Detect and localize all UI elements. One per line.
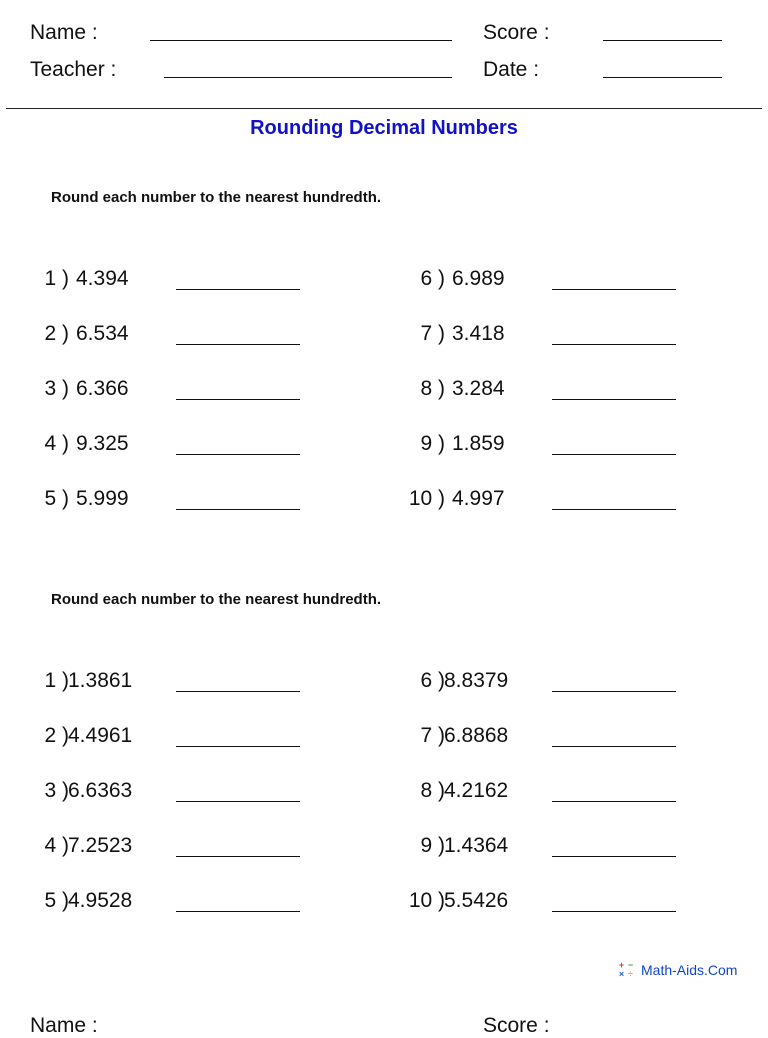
problem-1-1 xyxy=(34,265,334,293)
worksheet-title: Rounding Decimal Numbers xyxy=(250,117,518,139)
problem-1-9 xyxy=(410,430,710,458)
problem-number: 4 ) xyxy=(44,432,69,455)
answer-blank[interactable] xyxy=(552,344,676,345)
problem-number: 9 ) xyxy=(420,834,445,857)
problem-value: 6.534 xyxy=(76,322,129,345)
answer-blank[interactable] xyxy=(552,691,676,692)
problem-value: 4.997 xyxy=(452,487,505,510)
answer-blank[interactable] xyxy=(552,509,676,510)
answer-blank[interactable] xyxy=(552,746,676,747)
problem-value: 1.859 xyxy=(452,432,505,455)
problem-number: 2 ) xyxy=(44,322,69,345)
problem-1-6 xyxy=(410,265,710,293)
answer-blank[interactable] xyxy=(176,454,300,455)
problem-value: 4.4961 xyxy=(68,724,133,747)
problem-number: 6 ) xyxy=(420,267,445,290)
problem-2-5 xyxy=(34,887,334,915)
answer-blank[interactable] xyxy=(552,399,676,400)
problem-1-10 xyxy=(410,485,710,513)
answer-blank[interactable] xyxy=(552,454,676,455)
problem-number: 6 ) xyxy=(420,669,445,692)
date-field[interactable] xyxy=(603,77,722,78)
logo-text[interactable]: Math-Aids.Com xyxy=(641,962,738,978)
answer-blank[interactable] xyxy=(176,509,300,510)
problem-value: 4.9528 xyxy=(68,889,133,912)
answer-blank[interactable] xyxy=(552,911,676,912)
problem-value: 5.5426 xyxy=(444,889,509,912)
answer-blank[interactable] xyxy=(176,344,300,345)
problem-number: 5 ) xyxy=(44,889,69,912)
answer-blank[interactable] xyxy=(176,911,300,912)
answer-blank[interactable] xyxy=(176,691,300,692)
problem-value: 6.989 xyxy=(452,267,505,290)
score-field[interactable] xyxy=(603,40,722,41)
problem-1-8 xyxy=(410,375,710,403)
problem-value: 6.8868 xyxy=(444,724,509,747)
problem-value: 8.8379 xyxy=(444,669,509,692)
problem-value: 6.366 xyxy=(76,377,129,400)
problem-number: 10 ) xyxy=(408,487,445,510)
score-label: Score : xyxy=(483,21,550,44)
problem-value: 6.6363 xyxy=(68,779,133,802)
math-aids-logo-icon: + − × ÷ xyxy=(618,960,634,979)
answer-blank[interactable] xyxy=(552,801,676,802)
problem-1-2 xyxy=(34,320,334,348)
problem-number: 10 ) xyxy=(408,889,445,912)
answer-blank[interactable] xyxy=(176,801,300,802)
answer-blank[interactable] xyxy=(552,856,676,857)
problem-number: 3 ) xyxy=(44,779,69,802)
problem-2-1 xyxy=(34,667,334,695)
problem-1-4 xyxy=(34,430,334,458)
problem-number: 8 ) xyxy=(420,779,445,802)
problem-2-4 xyxy=(34,832,334,860)
problem-2-7 xyxy=(410,722,710,750)
problem-1-5 xyxy=(34,485,334,513)
name-field[interactable] xyxy=(150,40,452,41)
problem-2-2 xyxy=(34,722,334,750)
problem-1-7 xyxy=(410,320,710,348)
problem-number: 7 ) xyxy=(420,724,445,747)
date-label: Date : xyxy=(483,58,540,81)
problem-number: 8 ) xyxy=(420,377,445,400)
problem-number: 1 ) xyxy=(44,669,69,692)
answer-blank[interactable] xyxy=(176,856,300,857)
problem-1-3 xyxy=(34,375,334,403)
problem-number: 3 ) xyxy=(44,377,69,400)
problem-number: 7 ) xyxy=(420,322,445,345)
problem-number: 4 ) xyxy=(44,834,69,857)
answer-blank[interactable] xyxy=(552,289,676,290)
problem-2-6 xyxy=(410,667,710,695)
section-1-instruction: Round each number to the nearest hundredth. xyxy=(51,189,382,206)
header-divider xyxy=(6,108,762,109)
bottom-name-label: Name : xyxy=(30,1014,98,1037)
problem-value: 9.325 xyxy=(76,432,129,455)
problem-value: 3.418 xyxy=(452,322,505,345)
problem-2-8 xyxy=(410,777,710,805)
answer-blank[interactable] xyxy=(176,289,300,290)
answer-blank[interactable] xyxy=(176,399,300,400)
problem-value: 3.284 xyxy=(452,377,505,400)
math-aids-logo[interactable] xyxy=(617,960,737,980)
problem-value: 4.2162 xyxy=(444,779,509,802)
problem-value: 1.3861 xyxy=(68,669,133,692)
problem-number: 2 ) xyxy=(44,724,69,747)
problem-2-9 xyxy=(410,832,710,860)
problem-2-3 xyxy=(34,777,334,805)
problem-number: 9 ) xyxy=(420,432,445,455)
section-2-instruction: Round each number to the nearest hundredth. xyxy=(51,591,382,608)
problem-value: 7.2523 xyxy=(68,834,133,857)
answer-blank[interactable] xyxy=(176,746,300,747)
problem-value: 1.4364 xyxy=(444,834,509,857)
problem-value: 5.999 xyxy=(76,487,129,510)
name-label: Name : xyxy=(30,21,98,44)
teacher-label: Teacher : xyxy=(30,58,117,81)
problem-number: 1 ) xyxy=(44,267,69,290)
bottom-score-label: Score : xyxy=(483,1014,550,1037)
problem-2-10 xyxy=(410,887,710,915)
teacher-field[interactable] xyxy=(164,77,452,78)
problem-number: 5 ) xyxy=(44,487,69,510)
problem-value: 4.394 xyxy=(76,267,129,290)
